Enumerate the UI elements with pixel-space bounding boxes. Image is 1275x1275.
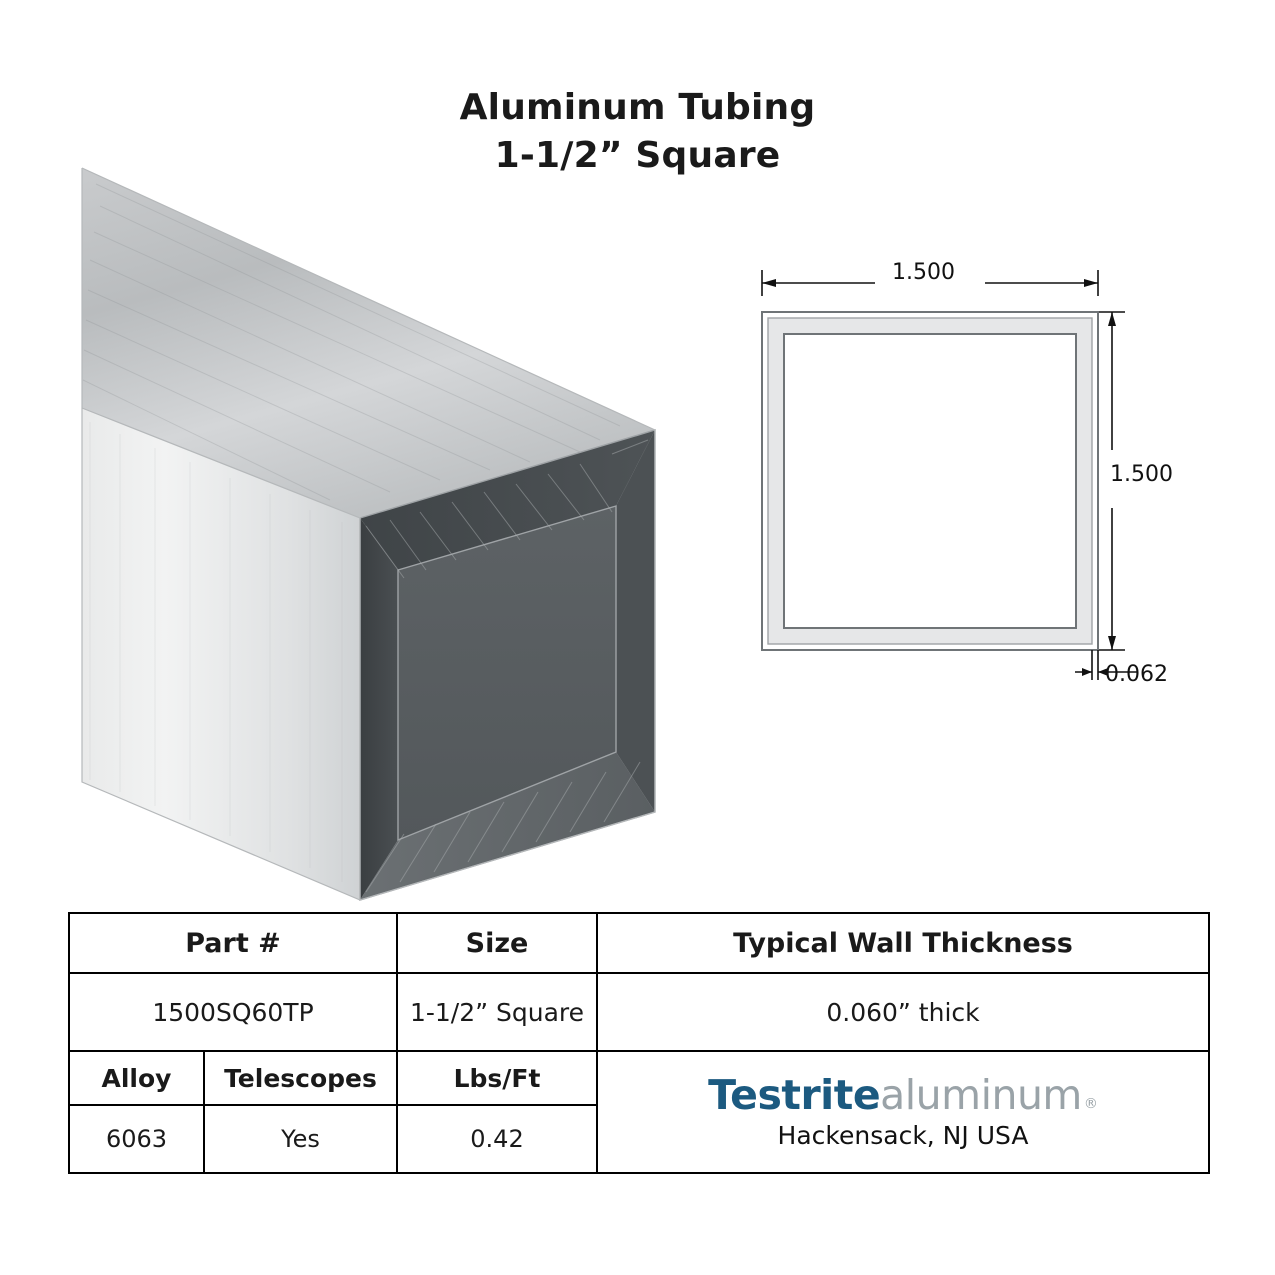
title-line-1: Aluminum Tubing (459, 87, 816, 128)
column-header-telescopes: Telescopes (204, 1051, 397, 1105)
cell-lbs-per-ft: 0.42 (397, 1105, 597, 1173)
cell-telescopes: Yes (204, 1105, 397, 1173)
dimension-height-label: 1.500 (1110, 462, 1173, 487)
column-header-alloy: Alloy (69, 1051, 204, 1105)
cross-section-drawing (720, 250, 1240, 730)
cell-alloy: 6063 (69, 1105, 204, 1173)
specification-table (68, 912, 1210, 1174)
dimension-width-label: 1.500 (892, 260, 955, 285)
column-header-size: Size (397, 913, 597, 973)
cell-wall-thickness: 0.060” thick (597, 973, 1209, 1051)
title-line-2: 1-1/2” Square (494, 135, 781, 176)
dimension-wall-label: 0.062 (1105, 662, 1168, 687)
company-logo-cell (597, 1051, 1209, 1173)
table-header-row-1 (69, 913, 1209, 973)
logo-brand-name: Testrite (708, 1071, 881, 1120)
cell-part-number: 1500SQ60TP (69, 973, 397, 1051)
logo-brand-suffix: aluminum (880, 1071, 1082, 1120)
table-row-1 (69, 973, 1209, 1051)
cell-size: 1-1/2” Square (397, 973, 597, 1051)
column-header-wall-thickness: Typical Wall Thickness (597, 913, 1209, 973)
company-location: Hackensack, NJ USA (777, 1121, 1029, 1151)
registered-trademark-icon: ® (1083, 1095, 1098, 1112)
table-header-row-2 (69, 1051, 1209, 1105)
aluminum-tube-illustration (60, 140, 680, 920)
column-header-lbs-per-ft: Lbs/Ft (397, 1051, 597, 1105)
column-header-part: Part # (69, 913, 397, 973)
